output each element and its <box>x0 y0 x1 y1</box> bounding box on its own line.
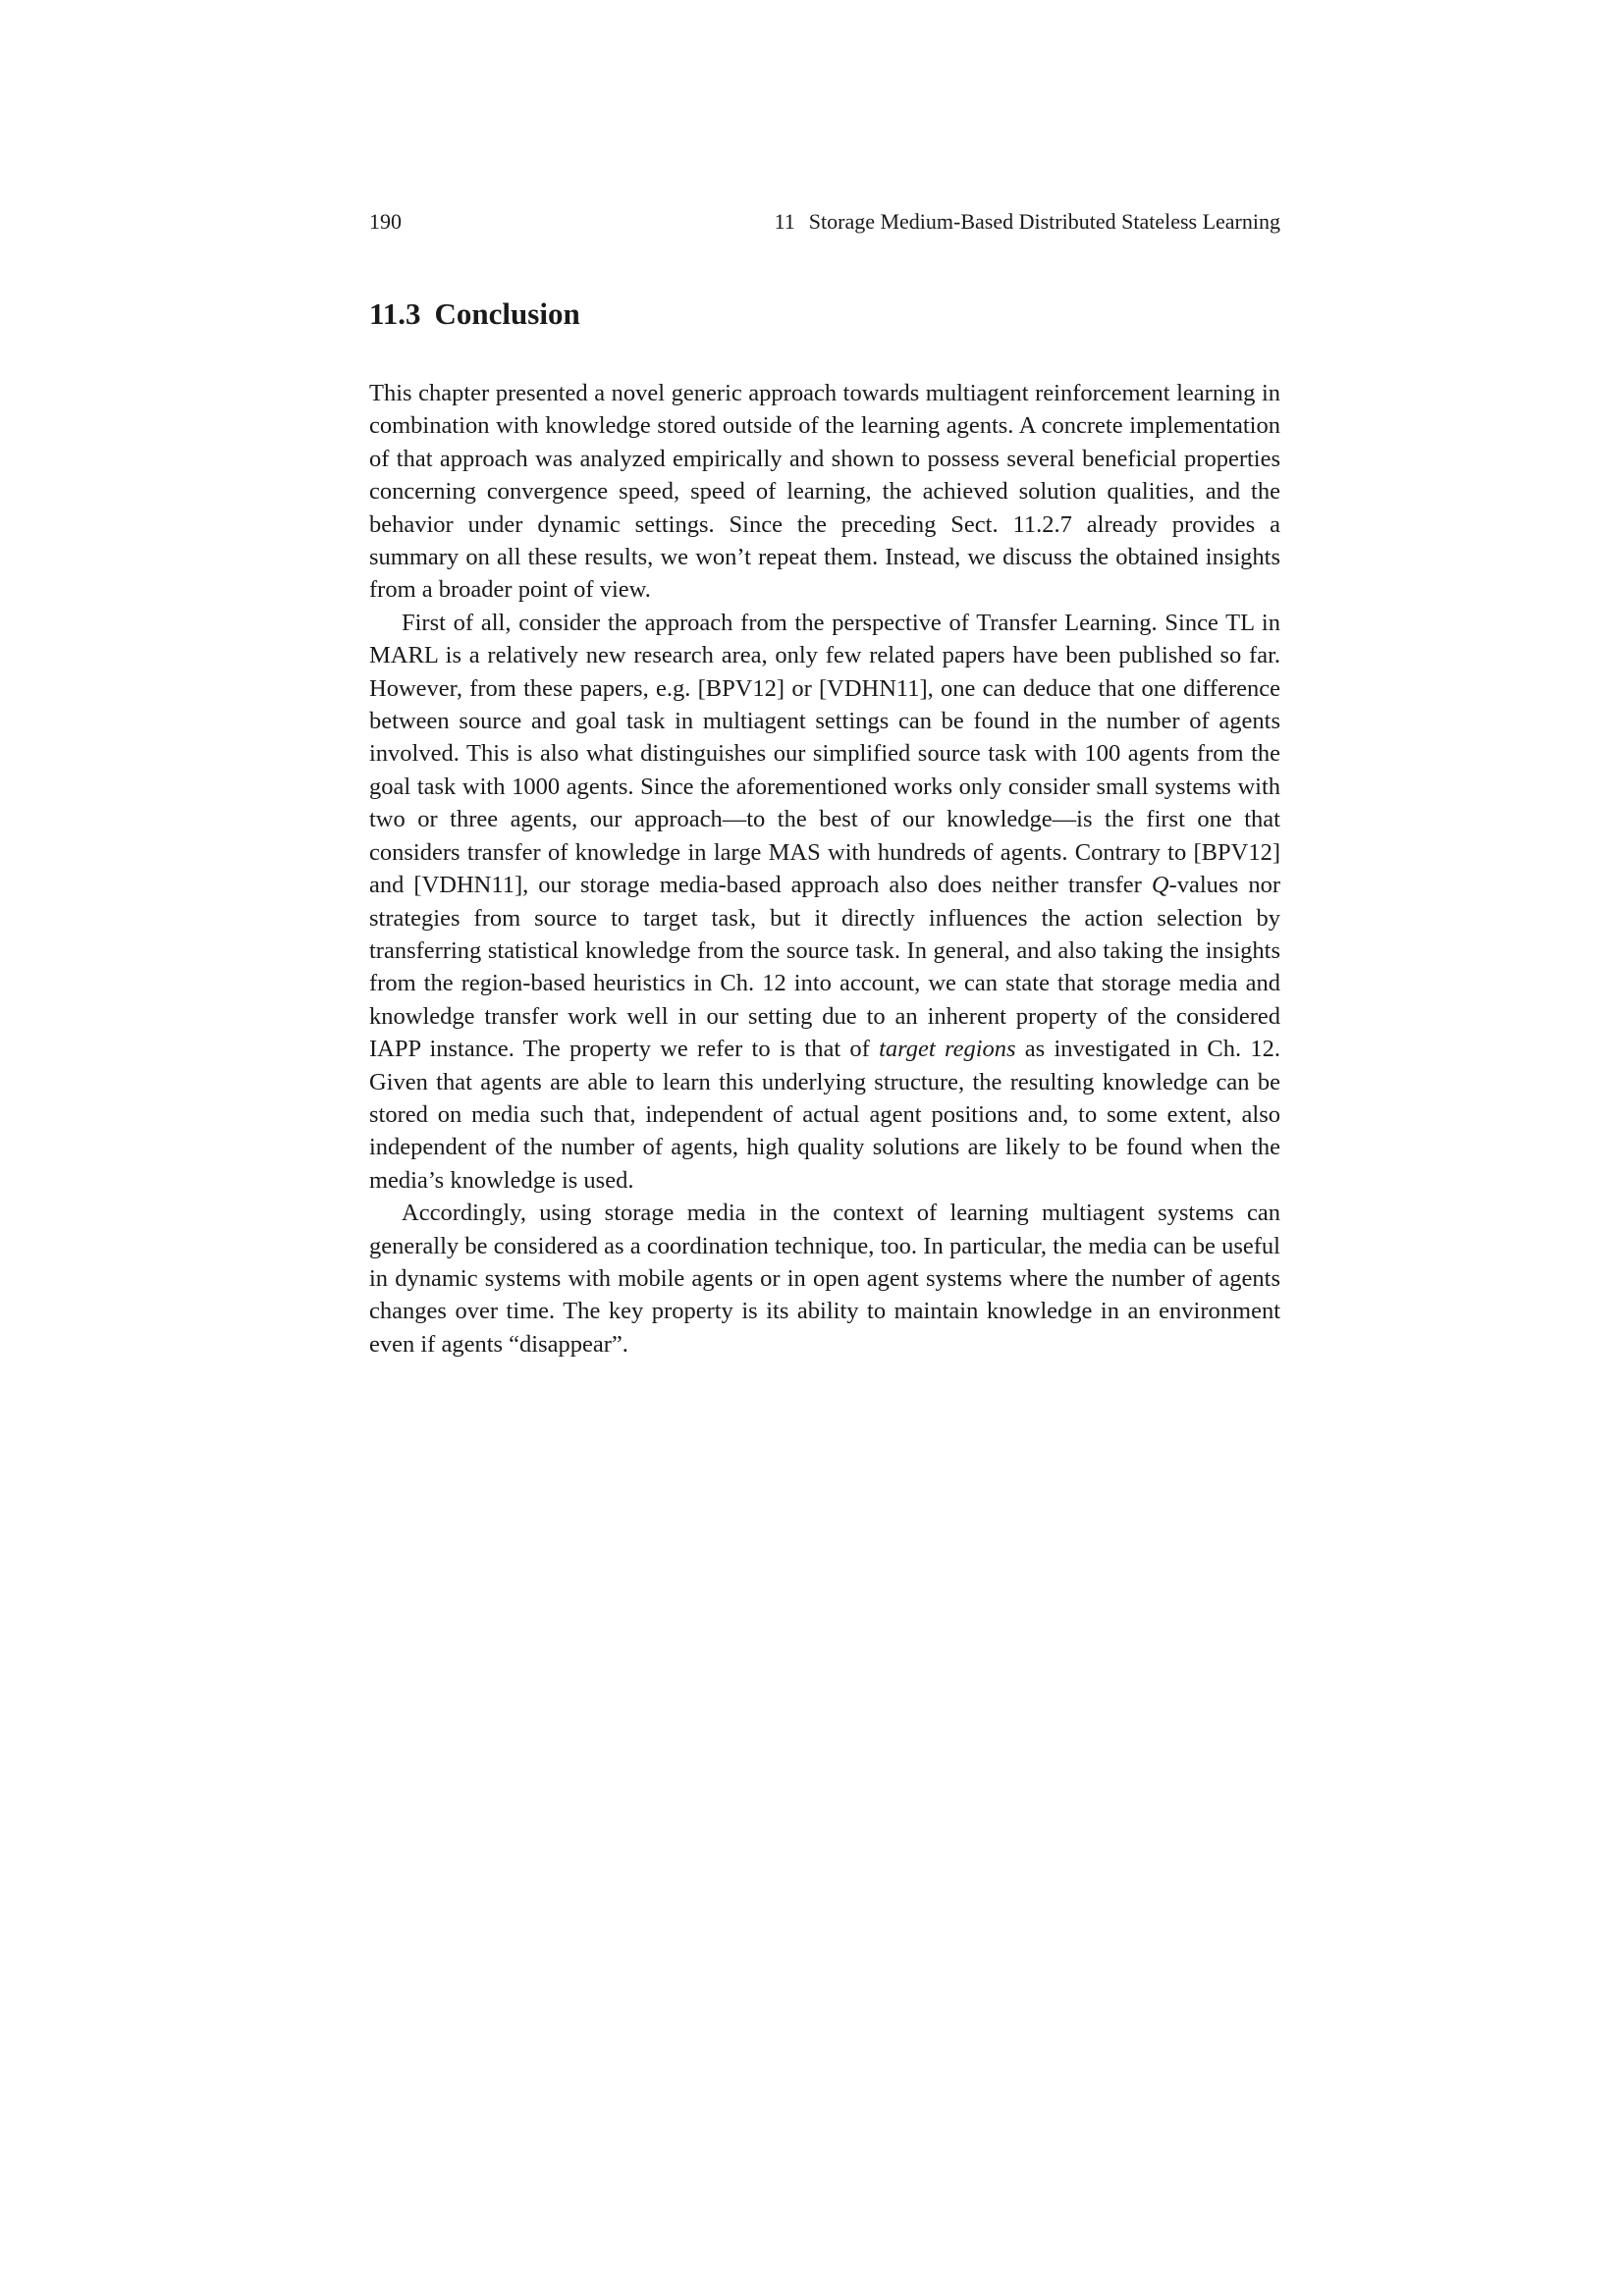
paragraph-2 <box>369 607 1280 1197</box>
section-body <box>369 377 1280 1361</box>
q-symbol: Q <box>1151 872 1169 899</box>
section-title: Conclusion <box>434 296 580 331</box>
paragraph-3: Accordingly, using storage media in the context of learning multiagent systems can generally be considered as a coordination technique, too. In particular, the media can be useful in dynamic systems with mobile agents or in open agent systems where the number of agents changes over time. The key property is its ability to maintain knowledge in an environment even if agents “disappear”. <box>369 1200 1280 1358</box>
section-heading <box>369 294 580 334</box>
paragraph-2-text-c: as investigated in Ch. 12. Given that agents are able to learn this underlying structure, the resulting knowledge can be stored on media such that, independent of actual agent positions and, to some extent, also independent of the number of agents, high quality solutions are likely to be found when the media’s knowledge is used. <box>369 1036 1280 1194</box>
running-head <box>775 206 1280 238</box>
emphasis-target-regions: target regions <box>879 1036 1016 1063</box>
page-header <box>369 206 1280 238</box>
paragraph-2-text-b: -values nor strategies from source to target task, but it directly influences the action selection by transferring statistical knowledge from the source task. In general, and also taking the insights from the region-based heuristics in Ch. 12 into account, we can state that storage media and knowledge transfer work well in our setting due to an inherent property of the considered IAPP instance. The property we refer to is that of <box>369 872 1280 1063</box>
paragraph-1: This chapter presented a novel generic approach towards multiagent reinforcement learning in combination with knowledge stored outside of the learning agents. A concrete implementation of that approach was analyzed empirically and shown to possess several beneficial properties concerning convergence speed, speed of learning, the achieved solution qualities, and the behavior under dynamic settings. Since the preceding Sect. 11.2.7 already provides a summary on all these results, we won’t repeat them. Instead, we discuss the obtained insights from a broader point of view. <box>369 380 1280 604</box>
chapter-title: Storage Medium-Based Distributed Stateless Learning <box>808 209 1280 234</box>
chapter-number: 11 <box>774 209 795 234</box>
section-number: 11.3 <box>369 296 421 331</box>
page-number: 190 <box>369 209 402 234</box>
paragraph-2-text-a: First of all, consider the approach from the perspective of Transfer Learning. Since TL in MARL is a relatively new research area, only few related papers have been published so far. However, from these papers, e.g. [BPV12] or [VDHN11], one can deduce that one difference between source and goal task in multiagent settings can be found in the number of agents involved. This is also what distinguishes our simplified source task with 100 agents from the goal task with 1000 agents. Since the aforementioned works only consider small systems with two or three agents, our approach—to the best of our knowledge—is the first one that considers transfer of knowledge in large MAS with hundreds of agents. Contrary to [BPV12] and [VDHN11], our storage media-based approach also does neither transfer <box>369 609 1280 899</box>
